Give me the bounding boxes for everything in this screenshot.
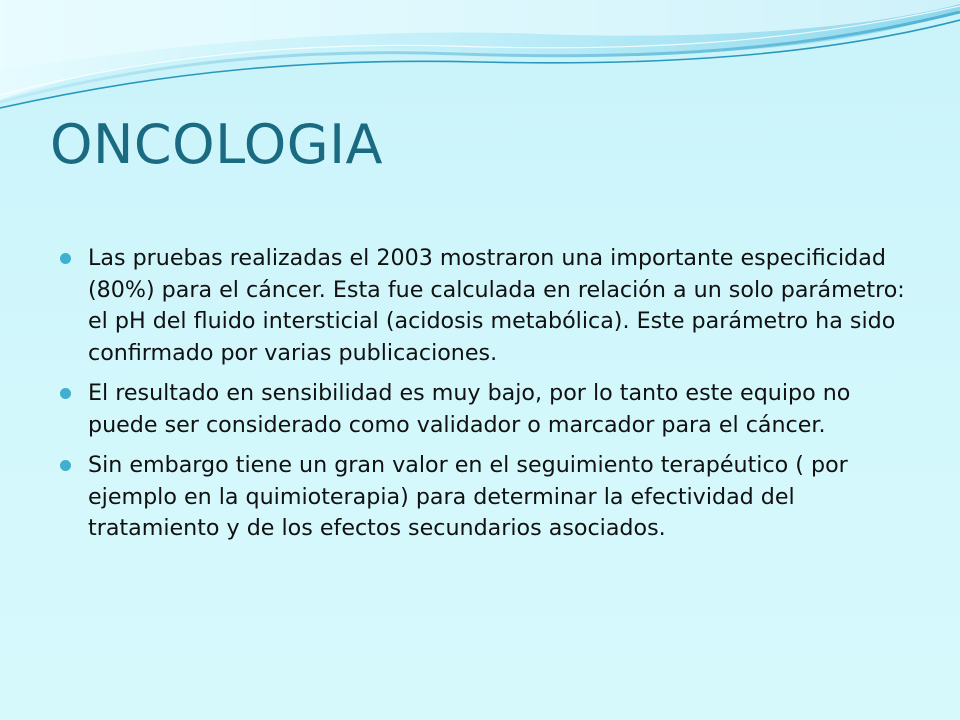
bullet-text: Sin embargo tiene un gran valor en el seguimiento terapéutico ( por ejemplo en la quimioterapia) para determinar la efectividad del tratamiento y de los efectos secundarios asociados. — [88, 452, 848, 541]
slide-title: ONCOLOGIA — [50, 113, 383, 176]
bullet-dot-icon — [60, 460, 71, 471]
header-wave-decoration — [0, 0, 960, 130]
bullet-dot-icon — [60, 388, 71, 399]
bullet-item — [60, 378, 910, 441]
bullet-item — [60, 243, 910, 369]
bullet-dot-icon — [60, 253, 71, 264]
bullet-text: El resultado en sensibilidad es muy bajo, por lo tanto este equipo no puede ser considerado como validador o marcador para el cáncer. — [88, 380, 851, 438]
bullet-list — [60, 243, 910, 554]
bullet-item — [60, 450, 910, 545]
bullet-text: Las pruebas realizadas el 2003 mostraron una importante especificidad (80%) para el cáncer. Esta fue calculada en relación a un solo parámetro: el pH del fluido intersticial (acidosis metabólica). Este parámetro ha sido confirmado por varias publicaciones. — [88, 245, 905, 366]
